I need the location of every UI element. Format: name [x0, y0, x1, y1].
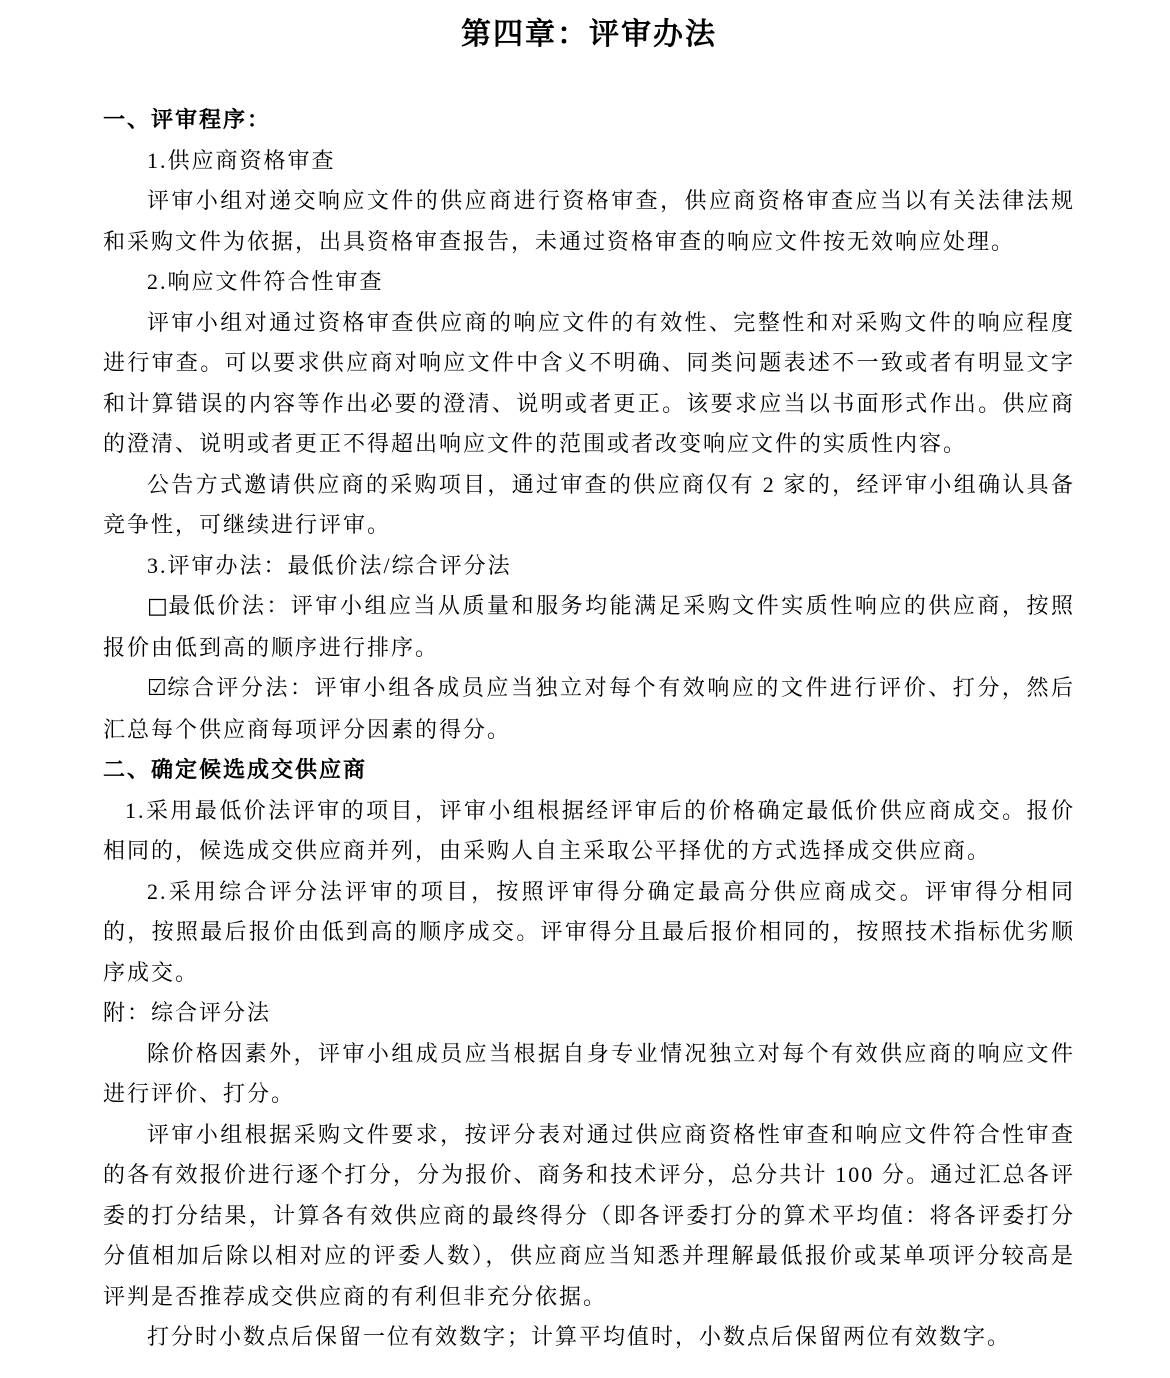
paragraph-conformity-review-body: 评审小组对通过资格审查供应商的响应文件的有效性、完整性和对采购文件的响应程度进行审查。可以要求供应商对响应文件中含义不明确、同类问题表述不一致或者有明显文字和计算错误的内容等作出必要的澄清、说明或者更正。该要求应当以书面形式作出。供应商的澄清、说明或者更正不得超出响应文件的范围或者改变响应文件的实质性内容。	[103, 309, 1075, 456]
paragraph-two-suppliers-clause: 公告方式邀请供应商的采购项目，通过审查的供应商仅有 2 家的，经评审小组确认具备竞争性，可继续进行评审。	[103, 471, 1075, 537]
option-comprehensive-scoring-method	[103, 668, 1075, 750]
paragraph-supplier-qualification-review-label: 1.供应商资格审查	[147, 147, 336, 173]
chapter-title: 第四章：评审办法	[461, 18, 717, 51]
section-heading-evaluation-procedure: 一、评审程序：	[103, 107, 272, 132]
paragraph-evaluation-method-label: 3.评审办法：最低价法/综合评分法	[147, 552, 512, 578]
attachment-label-comprehensive-scoring: 附：综合评分法	[103, 1000, 272, 1025]
paragraph-independent-scoring: 除价格因素外，评审小组成员应当根据自身专业情况独立对每个有效供应商的响应文件进行评价、打分。	[103, 1040, 1075, 1106]
paragraph-scoring-table-and-average: 评审小组根据采购文件要求，按评分表对通过供应商资格性审查和响应文件符合性审查的各有效报价进行逐个打分，分为报价、商务和技术评分，总分共计 100 分。通过汇总各评委的打分结果，计算各有效供应商的最终得分（即各评委打分的算术平均值：将各评委打分分值相加后除以相对应的评委人数），供应商应当知悉并理解最低报价或某单项评分较高是评判是否推荐成交供应商的有利但非充分依据。	[103, 1121, 1075, 1309]
paragraph-decimal-precision-rule: 打分时小数点后保留一位有效数字；计算平均值时，小数点后保留两位有效数字。	[147, 1324, 1012, 1349]
paragraph-lowest-price-award-rule: 1.采用最低价法评审的项目，评审小组根据经评审后的价格确定最低价供应商成交。报价相同的，候选成交供应商并列，由采购人自主采取公平择优的方式选择成交供应商。	[103, 797, 1075, 863]
paragraph-response-conformity-review-label: 2.响应文件符合性审查	[147, 269, 384, 294]
checkbox-unchecked-icon: □	[147, 594, 169, 619]
option-comprehensive-scoring-text: 综合评分法：评审小组各成员应当独立对每个有效响应的文件进行评价、打分，然后汇总每个供应商每项评分因素的得分。	[103, 675, 1075, 742]
section-heading-determine-candidate-supplier: 二、确定候选成交供应商	[103, 757, 368, 782]
checkbox-checked-icon: ☑	[147, 676, 167, 701]
paragraph-qualification-review-body: 评审小组对递交响应文件的供应商进行资格审查，供应商资格审查应当以有关法律法规和采购文件为依据，出具资格审查报告，未通过资格审查的响应文件按无效响应处理。	[103, 188, 1075, 254]
option-lowest-price-method	[103, 586, 1075, 668]
paragraph-comprehensive-scoring-award-rule: 2.采用综合评分法评审的项目，按照评审得分确定最高分供应商成交。评审得分相同的，按照最后报价由低到高的顺序成交。评审得分且最后报价相同的，按照技术指标优劣顺序成交。	[103, 878, 1075, 985]
option-lowest-price-text: 最低价法：评审小组应当从质量和服务均能满足采购文件实质性响应的供应商，按照报价由低到高的顺序进行排序。	[103, 593, 1075, 660]
